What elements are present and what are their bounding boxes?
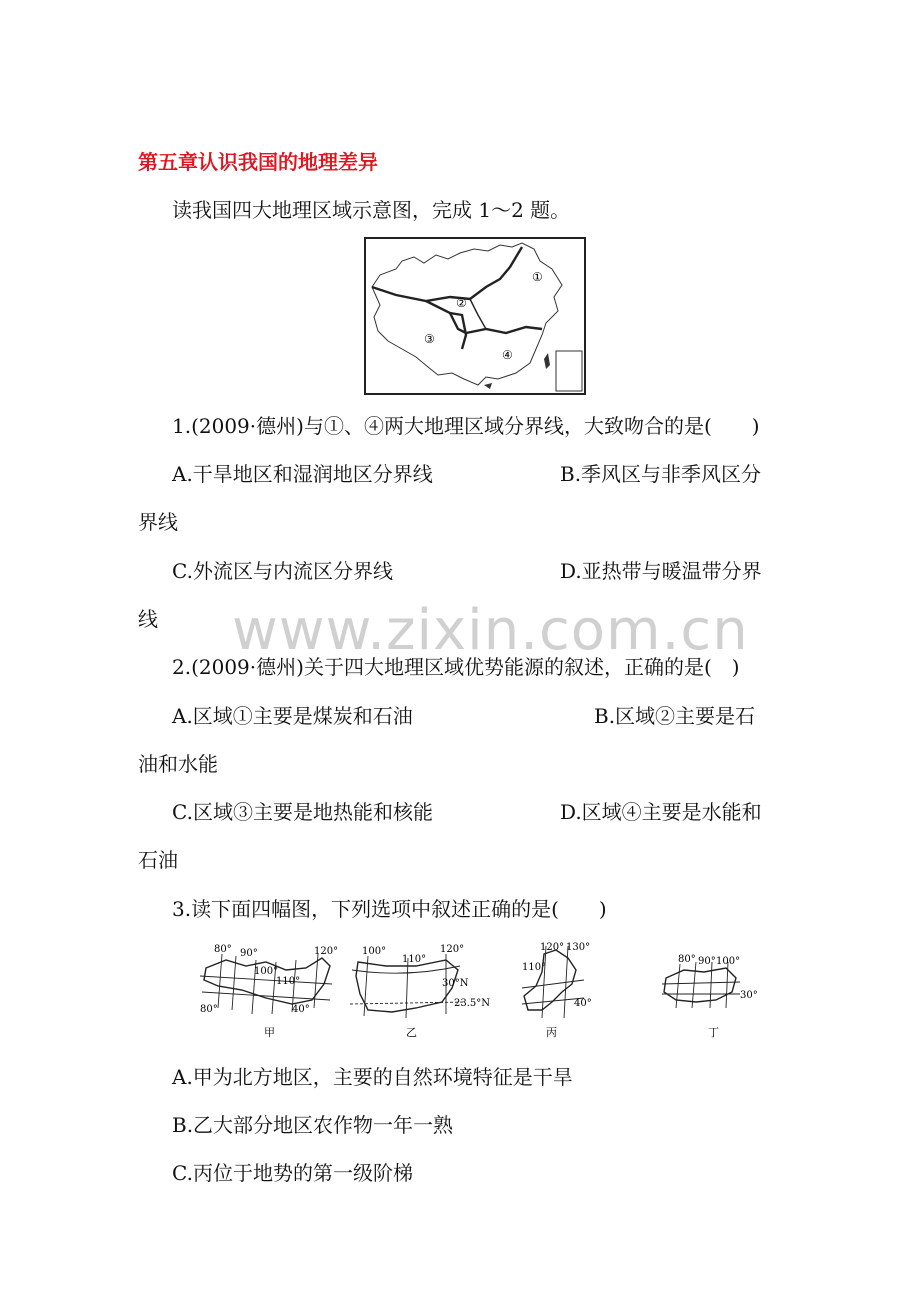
fig-ding-label-100: 100° xyxy=(716,956,741,967)
q2-option-b-cont: 油和水能 xyxy=(138,752,218,776)
fig-bing xyxy=(522,942,592,1039)
map-label-4: ④ xyxy=(502,348,513,362)
chapter-title: 第五章认识我国的地理差异 xyxy=(138,150,378,174)
taiwan-island xyxy=(544,353,550,369)
fig-jia-label-80-top: 80° xyxy=(214,944,232,955)
south-china-sea-inset xyxy=(556,351,582,391)
q3-option-c[interactable]: C.丙位于地势的第一级阶梯 xyxy=(172,1161,413,1185)
fig-bing-label-40: 40° xyxy=(574,998,592,1009)
q2-option-b[interactable]: B.区域②主要是石 xyxy=(594,704,756,728)
fig-ding-label-80: 80° xyxy=(678,954,696,965)
fig-yi-label-100: 100° xyxy=(362,946,387,957)
watermark: www.zixin.com.cn xyxy=(232,598,749,663)
fig-ding xyxy=(662,954,758,1039)
fig-ding-outline xyxy=(664,968,736,1002)
q3-option-b[interactable]: B.乙大部分地区农作物一年一熟 xyxy=(172,1113,454,1137)
fig-yi-label-23n: 23.5°N xyxy=(454,998,491,1009)
q2-option-c[interactable]: C.区域③主要是地热能和核能 xyxy=(172,800,433,824)
map-label-1: ① xyxy=(532,270,543,284)
map-label-3: ③ xyxy=(424,332,435,346)
q2-option-d-cont: 石油 xyxy=(138,848,178,872)
fig-ding-label-30: 30° xyxy=(740,990,758,1001)
fig-jia-label-100: 100° xyxy=(254,966,279,977)
q3-stem: 3.读下面四幅图，下列选项中叙述正确的是( ) xyxy=(172,897,607,921)
q2-option-d[interactable]: D.区域④主要是水能和 xyxy=(560,800,762,824)
q1-option-d[interactable]: D.亚热带与暖温带分界 xyxy=(560,559,762,583)
fig-jia-outline xyxy=(204,958,330,1004)
map-label-2: ② xyxy=(456,296,467,310)
q1-stem: 1.(2009·德州)与①、④两大地理区域分界线，大致吻合的是( ) xyxy=(172,414,760,438)
fig-jia-label-90: 90° xyxy=(240,948,258,959)
fig-jia-label-110: 110° xyxy=(276,976,301,987)
region-boundary-4 xyxy=(470,299,486,329)
china-map-svg xyxy=(366,239,584,393)
fig-yi-label-120: 120° xyxy=(440,944,465,955)
fig-yi-label-30n: 30°N xyxy=(442,978,469,989)
fig-yi xyxy=(350,944,490,1039)
fig-bing-label-120: 120° xyxy=(540,942,565,953)
q1-option-d-cont: 线 xyxy=(138,607,158,631)
region-boundary-2 xyxy=(426,301,542,333)
fig-bing-label-130: 130° xyxy=(566,942,591,953)
q1-option-b-cont: 界线 xyxy=(138,510,178,534)
q1-option-a[interactable]: A.干旱地区和湿润地区分界线 xyxy=(172,462,433,486)
region-boundary-1 xyxy=(372,247,522,301)
intro-text: 读我国四大地理区域示意图，完成 1～2 题。 xyxy=(172,198,571,222)
q1-option-b[interactable]: B.季风区与非季风区分 xyxy=(560,462,762,486)
china-regions-map xyxy=(364,237,586,395)
fig-jia-label-120: 120° xyxy=(314,946,339,957)
q3-option-a[interactable]: A.甲为北方地区，主要的自然环境特征是干旱 xyxy=(172,1065,573,1089)
fig-jia-label-40: 40° xyxy=(292,1004,310,1015)
fig-jia xyxy=(200,944,338,1039)
q2-option-a[interactable]: A.区域①主要是煤炭和石油 xyxy=(172,704,413,728)
fig-jia-caption: 甲 xyxy=(264,1026,275,1039)
q2-stem: 2.(2009·德州)关于四大地理区域优势能源的叙述，正确的是( ) xyxy=(172,655,740,679)
china-outline xyxy=(372,243,562,385)
fig-jia-label-80-bottom: 80° xyxy=(200,1004,218,1015)
hainan-island xyxy=(484,383,492,389)
fig-bing-label-110: 110° xyxy=(522,962,547,973)
fig-yi-caption: 乙 xyxy=(406,1026,417,1039)
fig-yi-label-110: 110° xyxy=(402,954,427,965)
four-maps-figure xyxy=(196,940,776,1040)
q1-option-c[interactable]: C.外流区与内流区分界线 xyxy=(172,559,393,583)
fig-bing-caption: 丙 xyxy=(546,1026,557,1039)
fig-ding-label-90: 90° xyxy=(698,956,716,967)
fig-ding-caption: 丁 xyxy=(708,1026,719,1039)
